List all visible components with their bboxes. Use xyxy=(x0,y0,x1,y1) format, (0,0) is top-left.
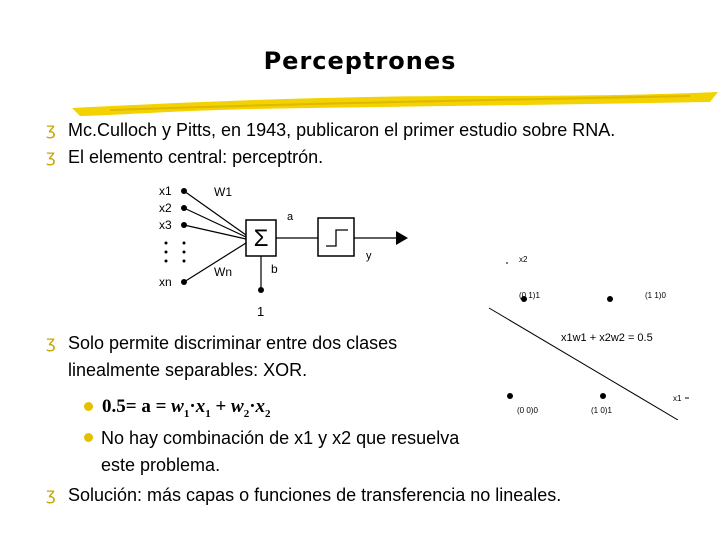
y-axis-label: x2 xyxy=(519,255,528,264)
point-0-1-label: (0 1)1 xyxy=(519,291,540,300)
bias-label: b xyxy=(271,262,278,276)
sub-bullet-no-combination-continued: este problema. xyxy=(101,455,221,475)
point-1-0 xyxy=(600,393,606,399)
z-bullet-icon: ʒ xyxy=(46,120,56,140)
output-arrow-icon xyxy=(396,231,408,245)
decision-boundary-line xyxy=(489,308,678,420)
point-1-0-label: (1 0)1 xyxy=(591,406,612,415)
title-underline-brush xyxy=(70,90,720,120)
perceptron-diagram xyxy=(150,180,420,295)
bullet-discriminate-continued: linealmente separables: XOR. xyxy=(68,360,308,380)
weight-wn-label: Wn xyxy=(214,265,232,279)
output-label: y xyxy=(366,250,372,262)
activation-label: a xyxy=(287,211,294,223)
input-x1-label: x1 xyxy=(159,184,172,198)
point-0-0 xyxy=(507,393,513,399)
z-bullet-icon: ʒ xyxy=(46,485,56,505)
input-xn-label: xn xyxy=(159,275,172,289)
sub-bullet-no-combination: No hay combinación de x1 y x2 que resuelva xyxy=(101,428,460,448)
input-x3-label: x3 xyxy=(159,218,172,232)
bias-node xyxy=(258,287,264,293)
sub-bullet-dot-icon xyxy=(84,433,93,442)
sub-bullet-dot-icon xyxy=(84,402,93,411)
point-0-0-label: (0 0)0 xyxy=(517,406,538,415)
point-1-1-label: (1 1)0 xyxy=(645,291,666,300)
ellipsis-dots xyxy=(165,242,186,263)
point-1-1 xyxy=(607,296,613,302)
x-axis-label: x1 xyxy=(673,394,682,403)
input-x2-label: x2 xyxy=(159,201,172,215)
summation-symbol: Σ xyxy=(253,225,269,252)
z-bullet-icon: ʒ xyxy=(46,147,56,167)
bias-input-label: 1 xyxy=(257,304,265,319)
slide-title: Perceptrones xyxy=(263,47,457,75)
boundary-equation-label: x1w1 + x2w2 = 0.5 xyxy=(561,332,653,344)
weight-w1-label: W1 xyxy=(214,185,232,199)
xor-plot xyxy=(485,250,695,420)
z-bullet-icon: ʒ xyxy=(46,333,56,353)
perceptron-formula: $0.5= a = w_1\cdot x_1 + w_2\cdot x_2$ xyxy=(102,396,271,420)
